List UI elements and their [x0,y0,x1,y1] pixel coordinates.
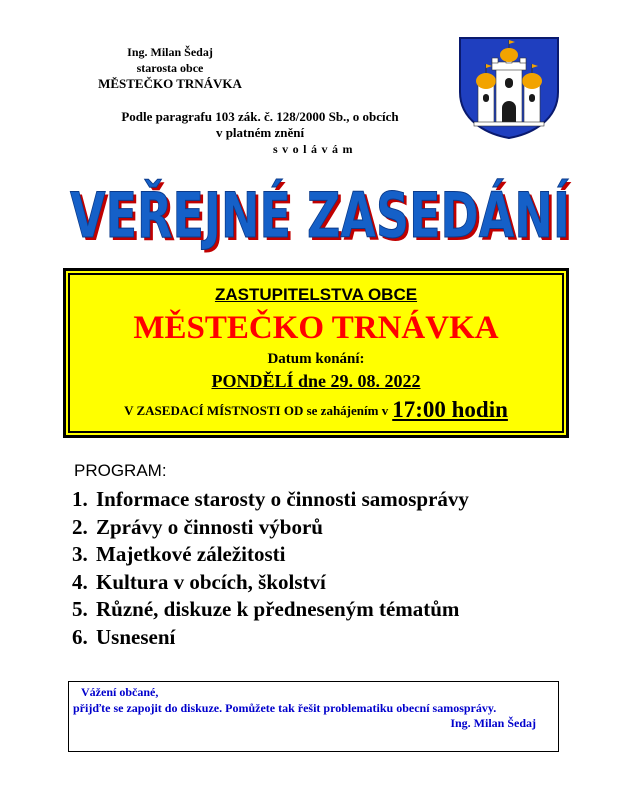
note-greeting: Vážení občané, [81,685,159,699]
headline-title: VEŘEJNÉ ZASEDÁNÍ [70,179,570,252]
program-item [72,569,469,597]
meeting-time: 17:00 hodin [392,397,508,422]
mayor-name: Ing. Milan Šedaj [127,45,213,59]
program-item-number: 5. [72,597,88,622]
program-list [72,486,469,652]
meeting-info-box [63,268,569,438]
venue-line [66,397,566,423]
venue-text: V ZASEDACÍ MÍSTNOSTI OD se zahájením v [124,403,389,418]
program-item [72,514,469,542]
program-item-number: 2. [72,514,88,539]
date-label: Datum konání: [267,351,365,367]
note-body: přijďte se zapojit do diskuze. Pomůžete tak řešit problematiku obecní samosprávy. [73,701,497,715]
headline-shadow: VEŘEJNÉ ZASEDÁNÍ [73,182,573,254]
meeting-date: PONDĚLÍ dne 29. 08. 2022 [211,371,421,391]
program-item-text: Informace starosty o činnosti samosprávy [96,487,469,511]
program-item-number: 6. [72,624,88,649]
legal-basis-line-1: Podle paragrafu 103 zák. č. 128/2000 Sb., o obcích [121,109,399,124]
program-item [72,596,469,624]
council-label: ZASTUPITELSTVA OBCE [214,285,418,304]
municipality-name: MĚSTEČKO TRNÁVKA [98,76,242,91]
summon-text: svolávám [273,142,357,156]
mayor-role: starosta obce [136,61,204,75]
town-title: MĚSTEČKO TRNÁVKA [133,310,499,346]
program-item-text: Kultura v obcích, školství [96,569,326,594]
program-item-text: Usnesení [96,624,176,649]
program-item-text: Majetkové záležitosti [96,542,286,567]
program-item [72,486,469,514]
program-heading: PROGRAM: [74,461,167,480]
program-item-number: 4. [72,569,88,594]
program-item-text: Zprávy o činnosti výborů [96,514,323,539]
program-item [72,541,469,569]
headline-banner [40,174,600,254]
program-item-text: Různé, diskuze k předneseným tématům [96,597,460,622]
invitation-note [68,681,559,752]
municipal-coat-of-arms-icon [458,36,560,140]
program-item [72,624,469,652]
note-signature: Ing. Milan Šedaj [450,716,536,730]
program-item-number: 3. [72,542,88,567]
program-item-number: 1. [72,487,88,511]
legal-basis-line-2: v platném znění [215,125,305,140]
